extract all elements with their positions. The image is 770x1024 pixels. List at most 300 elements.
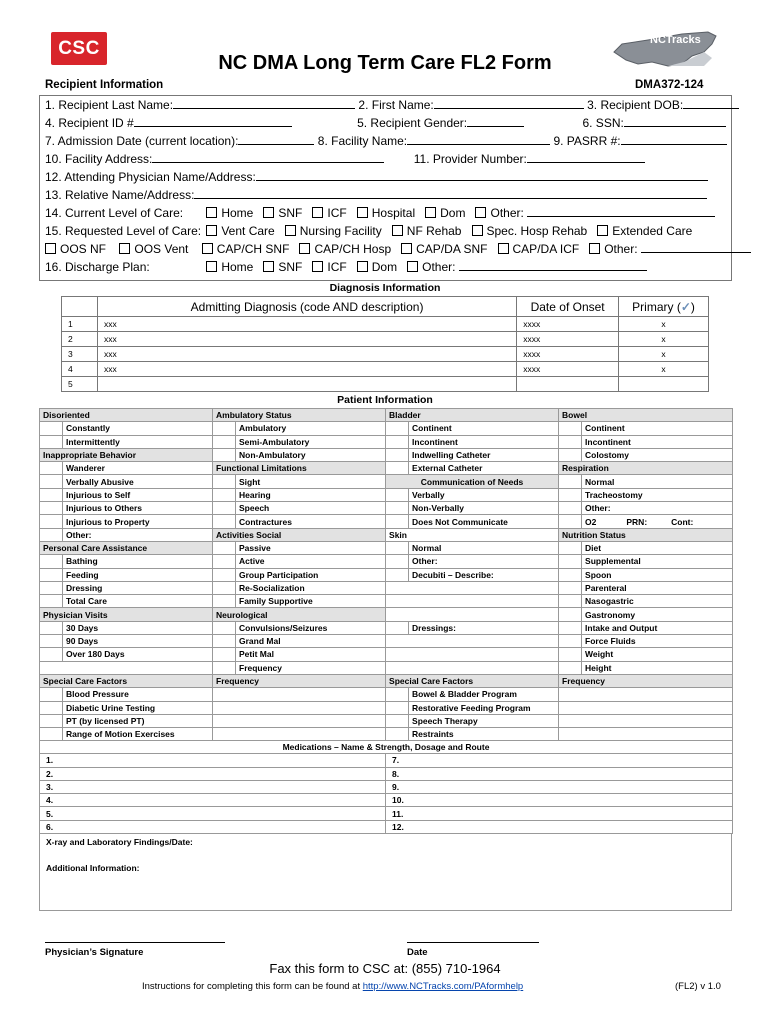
item-label: Nasogastric xyxy=(582,595,733,608)
medication-entry[interactable]: 6. xyxy=(40,820,386,833)
checkbox[interactable] xyxy=(263,207,274,218)
check-cell[interactable] xyxy=(559,555,582,568)
requested-level-of-care-row-2 xyxy=(45,242,751,256)
checkbox[interactable] xyxy=(299,243,310,254)
care-option[interactable]: NF Rehab xyxy=(392,224,462,238)
recipient-line-1 xyxy=(45,98,739,112)
blank-cell[interactable] xyxy=(386,608,559,621)
checkbox[interactable] xyxy=(475,207,486,218)
category-header: Bladder xyxy=(386,409,559,422)
blank-cell[interactable] xyxy=(213,714,386,727)
item-label: Tracheostomy xyxy=(582,488,733,501)
diagnosis-description[interactable]: xxx xyxy=(97,362,516,377)
check-cell[interactable] xyxy=(386,621,409,634)
check-cell[interactable] xyxy=(213,488,236,501)
patient-info-row xyxy=(40,488,733,501)
ssn-label: 6. SSN: xyxy=(582,116,624,130)
form-code: DMA372-124 xyxy=(635,79,704,91)
care-option[interactable]: Other: xyxy=(589,242,637,256)
diagnosis-primary[interactable]: x xyxy=(619,332,709,347)
patient-info-row xyxy=(40,581,733,594)
item-label: Normal xyxy=(409,541,559,554)
check-cell[interactable] xyxy=(40,475,63,488)
checkbox[interactable] xyxy=(206,261,217,272)
item-label: Decubiti – Describe: xyxy=(409,568,559,581)
provider-number-field[interactable] xyxy=(527,152,645,163)
diagnosis-number: 2 xyxy=(62,332,98,347)
recipient-line-4 xyxy=(45,152,645,166)
item-label: Verbally xyxy=(409,488,559,501)
fax-instructions: Fax this form to CSC at: (855) 710-1964 xyxy=(269,961,501,976)
care-option[interactable]: SNF xyxy=(263,206,302,220)
check-cell[interactable] xyxy=(40,728,63,741)
check-cell[interactable] xyxy=(386,555,409,568)
checkbox[interactable] xyxy=(45,243,56,254)
item-label: Dressing xyxy=(63,581,213,594)
diagnosis-description[interactable]: xxx xyxy=(97,347,516,362)
recipient-last-name-field[interactable] xyxy=(173,98,355,109)
medication-row xyxy=(40,794,733,807)
check-cell[interactable] xyxy=(559,648,582,661)
care-option[interactable]: OOS NF xyxy=(45,242,106,256)
checkbox[interactable] xyxy=(119,243,130,254)
medication-entry[interactable]: 11. xyxy=(386,807,733,820)
check-cell[interactable] xyxy=(40,435,63,448)
care-option[interactable]: CAP/CH SNF xyxy=(202,242,290,256)
medication-row xyxy=(40,767,733,780)
care-option[interactable]: Vent Care xyxy=(206,224,274,238)
check-cell[interactable] xyxy=(559,435,582,448)
check-cell[interactable] xyxy=(559,422,582,435)
check-cell[interactable] xyxy=(386,515,409,528)
medication-entry[interactable]: 9. xyxy=(386,780,733,793)
nctracks-logo-text: NCTracks xyxy=(650,34,701,46)
item-label: Incontinent xyxy=(582,435,733,448)
category-header: Functional Limitations xyxy=(213,462,386,475)
checkbox[interactable] xyxy=(263,261,274,272)
item-label: Gastronomy xyxy=(582,608,733,621)
check-cell[interactable] xyxy=(559,515,582,528)
check-cell[interactable] xyxy=(213,555,236,568)
care-option[interactable]: Other: xyxy=(475,206,523,220)
diagnosis-onset-date[interactable] xyxy=(517,377,619,392)
check-cell[interactable] xyxy=(213,568,236,581)
care-option[interactable]: Home xyxy=(206,206,253,220)
care-option[interactable]: CAP/DA SNF xyxy=(401,242,487,256)
physician-signature-label: Physician’s Signature xyxy=(45,947,144,958)
blank-cell[interactable] xyxy=(386,581,559,594)
item-label: Intermittently xyxy=(63,435,213,448)
item-label: Spoon xyxy=(582,568,733,581)
patient-info-row xyxy=(40,435,733,448)
check-cell[interactable] xyxy=(386,435,409,448)
medication-entry[interactable]: 8. xyxy=(386,767,733,780)
facility-name-label: 8. Facility Name: xyxy=(317,134,408,148)
check-cell[interactable] xyxy=(40,422,63,435)
item-label: Family Supportive xyxy=(236,595,386,608)
check-cell[interactable] xyxy=(213,515,236,528)
recipient-line-2 xyxy=(45,116,726,130)
requested-care-other-field[interactable] xyxy=(641,242,751,253)
check-cell[interactable] xyxy=(40,621,63,634)
admission-date-field[interactable] xyxy=(238,134,314,145)
recipient-gender-field[interactable] xyxy=(467,116,524,127)
patient-info-row xyxy=(40,528,733,541)
check-cell[interactable] xyxy=(559,661,582,674)
diagnosis-section-label: Diagnosis Information xyxy=(329,282,441,294)
patient-info-row xyxy=(40,688,733,701)
checkbox[interactable] xyxy=(206,207,217,218)
diagnosis-onset-date[interactable]: xxxx xyxy=(517,317,619,332)
check-cell[interactable] xyxy=(40,555,63,568)
check-cell[interactable] xyxy=(213,648,236,661)
blank-cell[interactable] xyxy=(213,728,386,741)
diagnosis-number: 3 xyxy=(62,347,98,362)
checkbox[interactable] xyxy=(202,243,213,254)
check-cell[interactable] xyxy=(213,448,236,461)
recipient-dob-label: 3. Recipient DOB: xyxy=(587,98,684,112)
check-cell[interactable] xyxy=(40,568,63,581)
check-cell[interactable] xyxy=(386,488,409,501)
current-level-of-care-row xyxy=(45,206,715,220)
physician-signature-line[interactable] xyxy=(45,942,225,943)
item-label: Height xyxy=(582,661,733,674)
check-cell[interactable] xyxy=(559,568,582,581)
medication-row xyxy=(40,780,733,793)
item-label: Frequency xyxy=(236,661,386,674)
check-cell[interactable] xyxy=(559,502,582,515)
findings-box[interactable] xyxy=(39,833,732,911)
instructions-link[interactable]: http://www.NCTracks.com/PAformhelp xyxy=(362,981,524,992)
recipient-id-field[interactable] xyxy=(134,116,292,127)
item-label: 30 Days xyxy=(63,621,213,634)
diagnosis-onset-date[interactable]: xxxx xyxy=(517,347,619,362)
pasrr-field[interactable] xyxy=(621,134,727,145)
check-cell[interactable] xyxy=(213,581,236,594)
first-name-field[interactable] xyxy=(434,98,584,109)
check-cell[interactable] xyxy=(213,541,236,554)
item-label: Petit Mal xyxy=(236,648,386,661)
xray-label: X-ray and Laboratory Findings/Date: xyxy=(46,837,193,847)
facility-address-field[interactable] xyxy=(152,152,384,163)
patient-info-row xyxy=(40,475,733,488)
blank-cell[interactable] xyxy=(559,701,733,714)
check-cell[interactable] xyxy=(386,714,409,727)
date-label: Date xyxy=(407,947,428,958)
medication-entry[interactable]: 10. xyxy=(386,794,733,807)
care-option[interactable]: Dom xyxy=(357,260,397,274)
cont-label: Cont: xyxy=(671,516,694,527)
checkbox[interactable] xyxy=(312,207,323,218)
check-cell[interactable] xyxy=(40,595,63,608)
medication-entry[interactable]: 5. xyxy=(40,807,386,820)
check-cell[interactable] xyxy=(559,608,582,621)
pasrr-label: 9. PASRR #: xyxy=(553,134,621,148)
medication-entry[interactable]: 3. xyxy=(40,780,386,793)
blank-cell[interactable] xyxy=(386,648,559,661)
patient-info-row xyxy=(40,661,733,674)
diagnosis-primary[interactable]: x xyxy=(619,317,709,332)
check-cell[interactable] xyxy=(213,635,236,648)
recipient-id-label: 4. Recipient ID # xyxy=(45,116,134,130)
check-cell[interactable] xyxy=(40,462,63,475)
attending-physician-field[interactable] xyxy=(256,170,708,181)
medication-entry[interactable]: 12. xyxy=(386,820,733,833)
medication-entry[interactable]: 7. xyxy=(386,754,733,767)
check-cell[interactable] xyxy=(40,701,63,714)
blank-cell[interactable] xyxy=(559,688,733,701)
item-label: Re-Socialization xyxy=(236,581,386,594)
check-cell[interactable] xyxy=(559,635,582,648)
csc-logo-text: CSC xyxy=(58,37,100,59)
item-label: Continent xyxy=(409,422,559,435)
primary-header: Primary (✓) xyxy=(619,297,709,317)
item-label: Normal xyxy=(582,475,733,488)
check-cell[interactable] xyxy=(386,541,409,554)
checkbox[interactable] xyxy=(392,225,403,236)
checkbox[interactable] xyxy=(357,207,368,218)
diagnosis-header-row xyxy=(62,297,709,317)
item-label: PT (by licensed PT) xyxy=(63,714,213,727)
relative-name-field[interactable] xyxy=(194,188,707,199)
check-cell[interactable] xyxy=(213,475,236,488)
first-name-label: 2. First Name: xyxy=(358,98,434,112)
item-label: Diet xyxy=(582,541,733,554)
diagnosis-primary[interactable]: x xyxy=(619,347,709,362)
check-cell[interactable] xyxy=(559,541,582,554)
check-cell[interactable] xyxy=(386,502,409,515)
admitting-diagnosis-header: Admitting Diagnosis (code AND description) xyxy=(97,297,516,317)
medication-row xyxy=(40,754,733,767)
patient-info-row xyxy=(40,515,733,528)
patient-info-row xyxy=(40,621,733,634)
patient-info-row xyxy=(40,541,733,554)
check-cell[interactable] xyxy=(40,648,63,661)
item-label: Over 180 Days xyxy=(63,648,213,661)
care-option[interactable]: Extended Care xyxy=(597,224,692,238)
check-cell[interactable] xyxy=(213,435,236,448)
attending-physician-label: 12. Attending Physician Name/Address: xyxy=(45,170,256,184)
patient-info-row xyxy=(40,502,733,515)
blank-cell[interactable] xyxy=(213,688,386,701)
check-cell[interactable] xyxy=(213,621,236,634)
diagnosis-number: 4 xyxy=(62,362,98,377)
item-label: Speech Therapy xyxy=(409,714,559,727)
check-cell[interactable] xyxy=(386,728,409,741)
category-header: Frequency xyxy=(559,674,733,687)
diagnosis-row xyxy=(62,362,709,377)
item-label: Passive xyxy=(236,541,386,554)
medication-entry[interactable]: 2. xyxy=(40,767,386,780)
check-cell[interactable] xyxy=(386,448,409,461)
diagnosis-description[interactable]: xxx xyxy=(97,317,516,332)
item-label: Wanderer xyxy=(63,462,213,475)
check-cell[interactable] xyxy=(386,701,409,714)
medications-table xyxy=(39,740,733,834)
relative-name-label: 13. Relative Name/Address: xyxy=(45,188,195,202)
blank-cell[interactable] xyxy=(559,728,733,741)
patient-info-row xyxy=(40,648,733,661)
check-cell[interactable] xyxy=(559,581,582,594)
category-header: Inappropriate Behavior xyxy=(40,448,213,461)
instructions-text: Instructions for completing this form can be found at http://www.NCTracks.com/PAformhelp xyxy=(142,981,524,992)
item-label: Injurious to Property xyxy=(63,515,213,528)
date-line[interactable] xyxy=(407,942,539,943)
check-cell[interactable] xyxy=(386,688,409,701)
check-cell[interactable] xyxy=(40,488,63,501)
checkbox[interactable] xyxy=(401,243,412,254)
recipient-last-name-label: 1. Recipient Last Name: xyxy=(45,98,174,112)
item-label: Blood Pressure xyxy=(63,688,213,701)
checkbox[interactable] xyxy=(498,243,509,254)
admission-date-label: 7. Admission Date (current location): xyxy=(45,134,239,148)
item-label: Sight xyxy=(236,475,386,488)
check-cell[interactable] xyxy=(559,475,582,488)
care-option[interactable]: ICF xyxy=(312,206,346,220)
diagnosis-number-header xyxy=(62,297,98,317)
category-header: Nutrition Status xyxy=(559,528,733,541)
patient-info-row xyxy=(40,714,733,727)
checkbox[interactable] xyxy=(312,261,323,272)
category-header: Communication of Needs xyxy=(386,475,559,488)
diagnosis-number: 1 xyxy=(62,317,98,332)
care-option[interactable]: CAP/DA ICF xyxy=(498,242,580,256)
item-label: Bathing xyxy=(63,555,213,568)
category-header: Frequency xyxy=(213,674,386,687)
check-cell[interactable] xyxy=(559,595,582,608)
item-label: Range of Motion Exercises xyxy=(63,728,213,741)
checkbox[interactable] xyxy=(589,243,600,254)
diagnosis-table xyxy=(61,296,709,392)
requested-level-of-care-label: 15. Requested Level of Care: xyxy=(45,224,202,238)
check-cell[interactable] xyxy=(40,515,63,528)
item-label: Diabetic Urine Testing xyxy=(63,701,213,714)
check-cell[interactable] xyxy=(386,568,409,581)
blank-cell[interactable] xyxy=(386,635,559,648)
medication-row xyxy=(40,807,733,820)
discharge-plan-row xyxy=(45,260,647,274)
diagnosis-description[interactable] xyxy=(97,377,516,392)
care-option[interactable]: Other: xyxy=(407,260,455,274)
patient-info-row xyxy=(40,409,733,422)
ssn-field[interactable] xyxy=(624,116,726,127)
diagnosis-description[interactable]: xxx xyxy=(97,332,516,347)
blank-cell[interactable] xyxy=(386,595,559,608)
item-label: Bowel & Bladder Program xyxy=(409,688,559,701)
checkbox[interactable] xyxy=(425,207,436,218)
check-cell[interactable] xyxy=(213,422,236,435)
item-label: Feeding xyxy=(63,568,213,581)
care-option[interactable]: Home xyxy=(206,260,253,274)
care-option[interactable]: Spec. Hosp Rehab xyxy=(472,224,588,238)
diagnosis-number: 5 xyxy=(62,377,98,392)
care-option[interactable]: Hospital xyxy=(357,206,415,220)
check-cell[interactable] xyxy=(40,635,63,648)
facility-name-field[interactable] xyxy=(407,134,550,145)
item-label: Force Fluids xyxy=(582,635,733,648)
current-care-other-field[interactable] xyxy=(527,206,715,217)
item-label: Incontinent xyxy=(409,435,559,448)
item-label: Intake and Output xyxy=(582,621,733,634)
item-label: Active xyxy=(236,555,386,568)
date-of-onset-header: Date of Onset xyxy=(517,297,619,317)
patient-info-row xyxy=(40,462,733,475)
category-header: Ambulatory Status xyxy=(213,409,386,422)
item-label: Parenteral xyxy=(582,581,733,594)
check-cell[interactable] xyxy=(386,422,409,435)
item-label: Injurious to Others xyxy=(63,502,213,515)
item-label: Weight xyxy=(582,648,733,661)
care-option[interactable]: CAP/CH Hosp xyxy=(299,242,391,256)
check-cell[interactable] xyxy=(559,448,582,461)
care-option[interactable]: Nursing Facility xyxy=(285,224,382,238)
diagnosis-row xyxy=(62,377,709,392)
check-cell[interactable] xyxy=(559,621,582,634)
category-header: Physician Visits xyxy=(40,608,213,621)
blank-cell[interactable] xyxy=(40,661,213,674)
check-cell[interactable] xyxy=(40,502,63,515)
checkbox[interactable] xyxy=(407,261,418,272)
checkbox[interactable] xyxy=(285,225,296,236)
item-label: Other: xyxy=(409,555,559,568)
discharge-plan-label: 16. Discharge Plan: xyxy=(45,260,150,274)
item-label: Constantly xyxy=(63,422,213,435)
check-cell[interactable] xyxy=(213,661,236,674)
care-option[interactable]: Dom xyxy=(425,206,465,220)
check-cell[interactable] xyxy=(40,581,63,594)
blank-cell[interactable] xyxy=(386,661,559,674)
checkbox[interactable] xyxy=(357,261,368,272)
check-cell[interactable] xyxy=(213,502,236,515)
item-label: Other: xyxy=(63,528,213,541)
item-label: External Catheter xyxy=(409,462,559,475)
care-option[interactable]: OOS Vent xyxy=(119,242,188,256)
check-cell[interactable] xyxy=(386,462,409,475)
diagnosis-onset-date[interactable]: xxxx xyxy=(517,332,619,347)
patient-info-row xyxy=(40,595,733,608)
recipient-section-label: Recipient Information xyxy=(45,79,164,91)
prn-label: PRN: xyxy=(626,516,648,527)
check-cell[interactable] xyxy=(40,714,63,727)
care-option[interactable]: SNF xyxy=(263,260,302,274)
recipient-dob-field[interactable] xyxy=(683,98,739,109)
form-title: NC DMA Long Term Care FL2 Form xyxy=(218,52,552,74)
checkbox[interactable] xyxy=(597,225,608,236)
medication-entry[interactable]: 4. xyxy=(40,794,386,807)
diagnosis-primary[interactable]: x xyxy=(619,362,709,377)
diagnosis-primary[interactable] xyxy=(619,377,709,392)
checkbox[interactable] xyxy=(472,225,483,236)
diagnosis-onset-date[interactable]: xxxx xyxy=(517,362,619,377)
medication-entry[interactable]: 1. xyxy=(40,754,386,767)
item-label xyxy=(582,515,733,528)
check-cell[interactable] xyxy=(40,528,63,541)
check-cell[interactable] xyxy=(213,595,236,608)
item-label: Semi-Ambulatory xyxy=(236,435,386,448)
blank-cell[interactable] xyxy=(213,701,386,714)
category-header: Skin xyxy=(386,528,559,541)
checkmark-icon: ✓ xyxy=(680,299,691,314)
care-option[interactable]: ICF xyxy=(312,260,346,274)
discharge-other-field[interactable] xyxy=(459,260,647,271)
form-version: (FL2) v 1.0 xyxy=(675,981,721,992)
medications-header: Medications – Name & Strength, Dosage and Route xyxy=(40,741,733,754)
check-cell[interactable] xyxy=(40,688,63,701)
blank-cell[interactable] xyxy=(559,714,733,727)
check-cell[interactable] xyxy=(559,488,582,501)
checkbox[interactable] xyxy=(206,225,217,236)
category-header: Respiration xyxy=(559,462,733,475)
